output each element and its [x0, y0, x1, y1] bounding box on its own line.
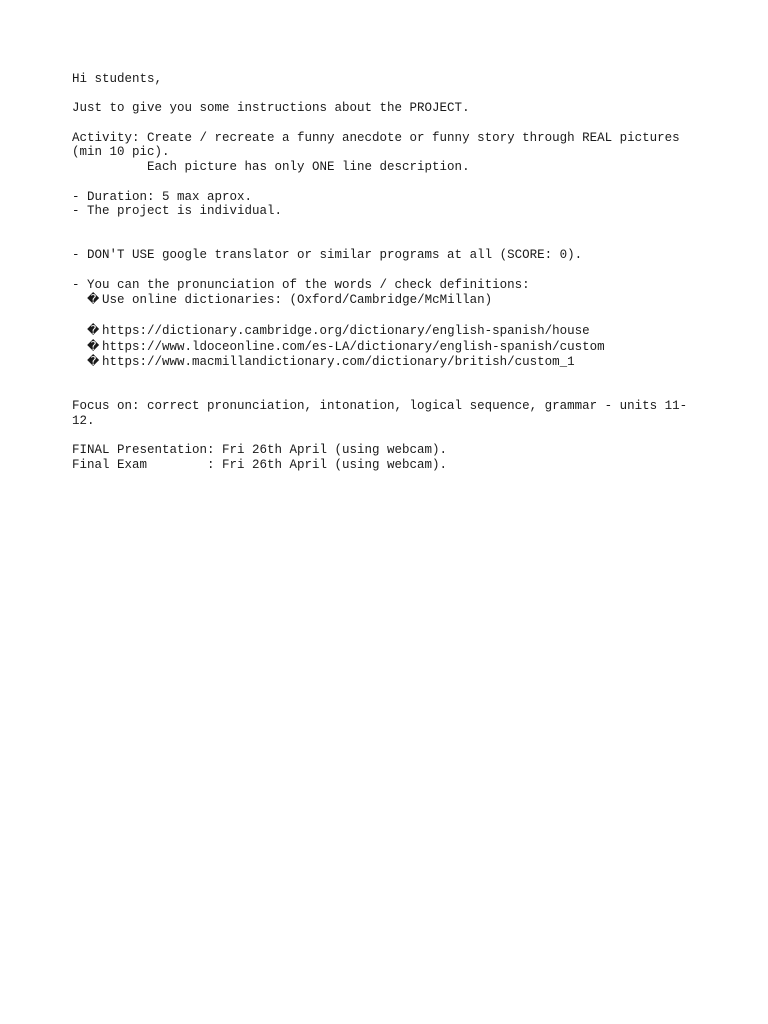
document-body: [72, 72, 696, 473]
link-macmillan[interactable]: https://www.macmillandictionary.com/dictionary/british/custom_1: [102, 355, 575, 370]
intro-text: Just to give you some instructions about the PROJECT.: [72, 101, 470, 116]
focus-line-1: Focus on: correct pronunciation, intonation, logical sequence, grammar - units 11-: [72, 399, 688, 414]
pronunciation-item: - You can the pronunciation of the words / check definitions:: [72, 277, 530, 292]
link-item-ldoce: [72, 339, 696, 355]
no-translator-item: - DON'T USE google translator or similar programs at all (SCORE: 0).: [72, 248, 583, 263]
dictionaries-item: [72, 292, 696, 308]
spacer: [72, 308, 696, 323]
spacer: [72, 263, 696, 278]
activity-line-2: (min 10 pic).: [72, 145, 170, 160]
dictionaries-text: Use online dictionaries: (Oxford/Cambridge/McMillan): [102, 293, 493, 308]
individual-item: - The project is individual.: [72, 204, 283, 219]
spacer: [72, 116, 696, 131]
final-exam: Final Exam : Fri 26th April (using webcam).: [72, 458, 448, 473]
bullet-icon: �: [87, 338, 100, 353]
link-item-macmillan: [72, 354, 696, 370]
spacer: [72, 429, 696, 444]
spacer: [72, 234, 696, 249]
spacer: [72, 175, 696, 190]
link-cambridge[interactable]: https://dictionary.cambridge.org/dictionary/english-spanish/house: [102, 323, 590, 338]
spacer: [72, 385, 696, 400]
bullet-icon: �: [87, 322, 100, 337]
activity-line-1: Activity: Create / recreate a funny anecdote or funny story through REAL pictures: [72, 130, 680, 145]
activity-line-3: Each picture has only ONE line description.: [72, 160, 470, 175]
bullet-icon: �: [87, 292, 100, 307]
spacer: [72, 219, 696, 234]
final-presentation: FINAL Presentation: Fri 26th April (using webcam).: [72, 443, 448, 458]
spacer: [72, 370, 696, 385]
focus-line-2: 12.: [72, 414, 95, 429]
greeting: Hi students,: [72, 72, 163, 86]
bullet-icon: �: [87, 354, 100, 369]
link-ldoceonline[interactable]: https://www.ldoceonline.com/es-LA/dictionary/english-spanish/custom: [102, 339, 605, 354]
spacer: [72, 87, 696, 102]
link-item-cambridge: [72, 323, 696, 339]
duration-item: - Duration: 5 max aprox.: [72, 189, 253, 204]
